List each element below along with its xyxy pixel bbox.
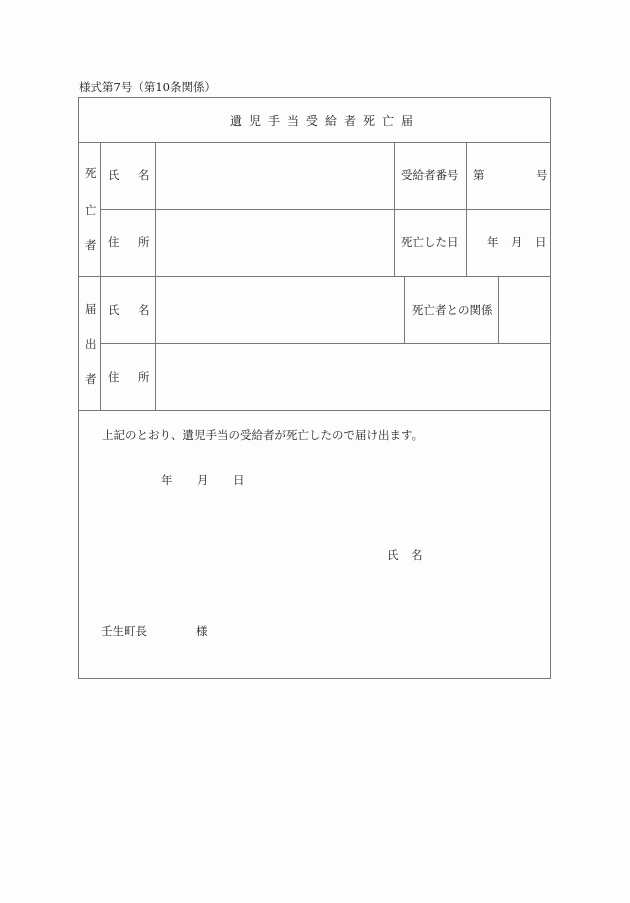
recipient-value-divider	[466, 143, 467, 277]
declaration-statement: 上記のとおり、遺児手当の受給者が死亡したので届け出ます。	[102, 428, 424, 442]
deceased-name-label-2: 名	[138, 168, 150, 182]
notifier-address-label-1: 住	[108, 370, 120, 384]
date-of-death-label: 死亡した日	[401, 235, 459, 249]
recipient-number-suffix: 号	[536, 168, 548, 182]
honorific-label: 様	[196, 624, 208, 638]
deceased-name-label-1: 氏	[108, 168, 120, 182]
recipient-number-label: 受給者番号	[401, 168, 459, 182]
recipient-number-field[interactable]	[489, 158, 533, 194]
deceased-address-field[interactable]	[156, 210, 393, 276]
declaration-date-year[interactable]: 年	[161, 473, 173, 487]
relationship-label: 死亡者との関係	[412, 303, 493, 317]
signature-name-label-1: 氏	[387, 548, 399, 562]
deceased-address-label-2: 所	[138, 235, 150, 249]
notifier-label-char-1: 届	[85, 302, 97, 316]
deceased-name-field[interactable]	[156, 143, 393, 209]
recipient-label-divider	[394, 143, 395, 277]
notifier-name-label-2: 名	[138, 303, 150, 317]
deceased-label-char-3: 者	[85, 238, 97, 252]
form-title: 遺児手当受給者死亡届	[230, 114, 421, 128]
section-label-column-divider	[100, 143, 101, 411]
notifier-name-label-1: 氏	[108, 303, 120, 317]
form-number-label: 様式第7号（第10条関係）	[79, 80, 216, 94]
date-of-death-year[interactable]: 年	[487, 235, 499, 249]
deceased-label-char-1: 死	[85, 166, 97, 180]
relationship-label-divider	[404, 277, 405, 344]
relationship-field[interactable]	[499, 277, 550, 343]
signature-name-label-2: 名	[411, 548, 423, 562]
notifier-label-char-2: 出	[85, 337, 97, 351]
declaration-date-month[interactable]: 月	[197, 473, 209, 487]
notifier-address-label-2: 所	[138, 370, 150, 384]
declaration-divider	[79, 410, 550, 411]
death-notification-form	[78, 97, 551, 679]
addressee-label: 壬生町長	[101, 624, 147, 638]
notifier-address-field[interactable]	[156, 344, 550, 410]
deceased-label-char-2: 亡	[85, 203, 97, 217]
notifier-name-field[interactable]	[156, 277, 403, 343]
declaration-date-day[interactable]: 日	[233, 473, 245, 487]
deceased-address-label-1: 住	[108, 235, 120, 249]
notifier-label-char-3: 者	[85, 372, 97, 386]
recipient-number-prefix: 第	[473, 168, 485, 182]
date-of-death-month[interactable]: 月	[511, 235, 523, 249]
date-of-death-day[interactable]: 日	[535, 235, 547, 249]
